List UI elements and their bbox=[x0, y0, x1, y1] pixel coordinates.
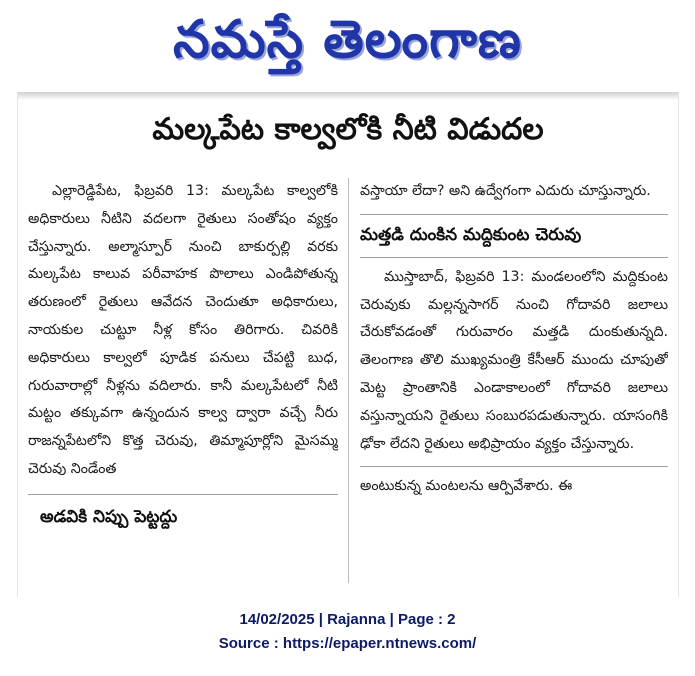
masthead-title: నమస్తే తెలంగాణ bbox=[173, 10, 522, 70]
footer-date-edition: 14/02/2025 | Rajanna | Page : 2 bbox=[239, 611, 456, 628]
news-clipping bbox=[17, 92, 679, 597]
right-column bbox=[360, 178, 668, 597]
right-subheading: మత్తడి దుంకిన మద్దికుంట చెరువు bbox=[360, 224, 582, 245]
clipping-top-edge bbox=[18, 92, 678, 100]
right-top-divider bbox=[360, 214, 668, 215]
right-subhead-divider bbox=[360, 257, 668, 258]
footer-source: Source : https://epaper.ntnews.com/ bbox=[218, 635, 477, 652]
left-section-divider bbox=[28, 494, 338, 495]
article-headline: మల్కపేట కాల్వలోకి నీటి విడుదల bbox=[152, 112, 544, 147]
right-paragraph-continuation: వస్తాయా లేదా? అని ఉద్వేగంగా ఎదురు చూస్తున్నారు. bbox=[360, 183, 651, 199]
left-column bbox=[28, 178, 338, 597]
right-paragraph-main: ముస్తాబాద్, ఫిబ్రవరి 13: మండలంలోని మద్దికుంట చెరువుకు మల్లన్నసాగర్ నుంచి గోదావరి జలాలు చేరుకోవడంతో గురువారం మత్తడి దుంకుతున్నది. తెలంగాణ తొలి ముఖ్యమంత్రి కేసీఆర్ ముందు చూపుతో మెట్ట ప్రాంతానికి ఎండాకాలంలో గోదావరి జలాలు వస్తున్నాయని రైతులు సంబురపడుతున్నారు. యాసంగికి ఢోకా లేదని రైతులు అభిప్రాయం వ్యక్తం చేస్తున్నారు. bbox=[360, 268, 668, 452]
column-divider bbox=[348, 178, 349, 583]
left-paragraph: ఎల్లారెడ్డిపేట, ఫిబ్రవరి 13: మల్కపేట కాల్వలోకి అధికారులు నీటిని వదలగా రైతులు సంతోషం వ్యక్తం చేస్తున్నారు. అల్మాస్పూర్ నుంచి బాకుర్పల్లి వరకు మల్కపేట కాలువ పరీవాహక పొలాలు ఎండిపోతున్న తరుణంలో రైతులు ఆవేదన చెందుతూ అధికారులు, నాయకుల చుట్టూ నీళ్ల కోసం తిరిగారు. చివరికి అధికారులు కాల్వలో పూడిక పనులు చేపట్టి బుధ, గురువారాల్లో నీళ్లను వదిలారు. కానీ మల్కపేటలో నీటి మట్టం తక్కువగా ఉన్నందున కాల్వ ద్వారా వచ్చే నీరు రాజన్నపేటలోని కొత్త చెరువు, తిమ్మాపూర్లోని మైసమ్మ చెరువు నిండేంత bbox=[28, 183, 338, 477]
newspaper-masthead bbox=[0, 4, 695, 76]
left-subheading: అడవికి నిప్పు పెట్టద్దు bbox=[40, 506, 178, 527]
right-paragraph-next: అంటుకున్న మంటలను ఆర్పివేశారు. ఈ bbox=[360, 478, 573, 495]
right-bottom-divider bbox=[360, 466, 668, 467]
